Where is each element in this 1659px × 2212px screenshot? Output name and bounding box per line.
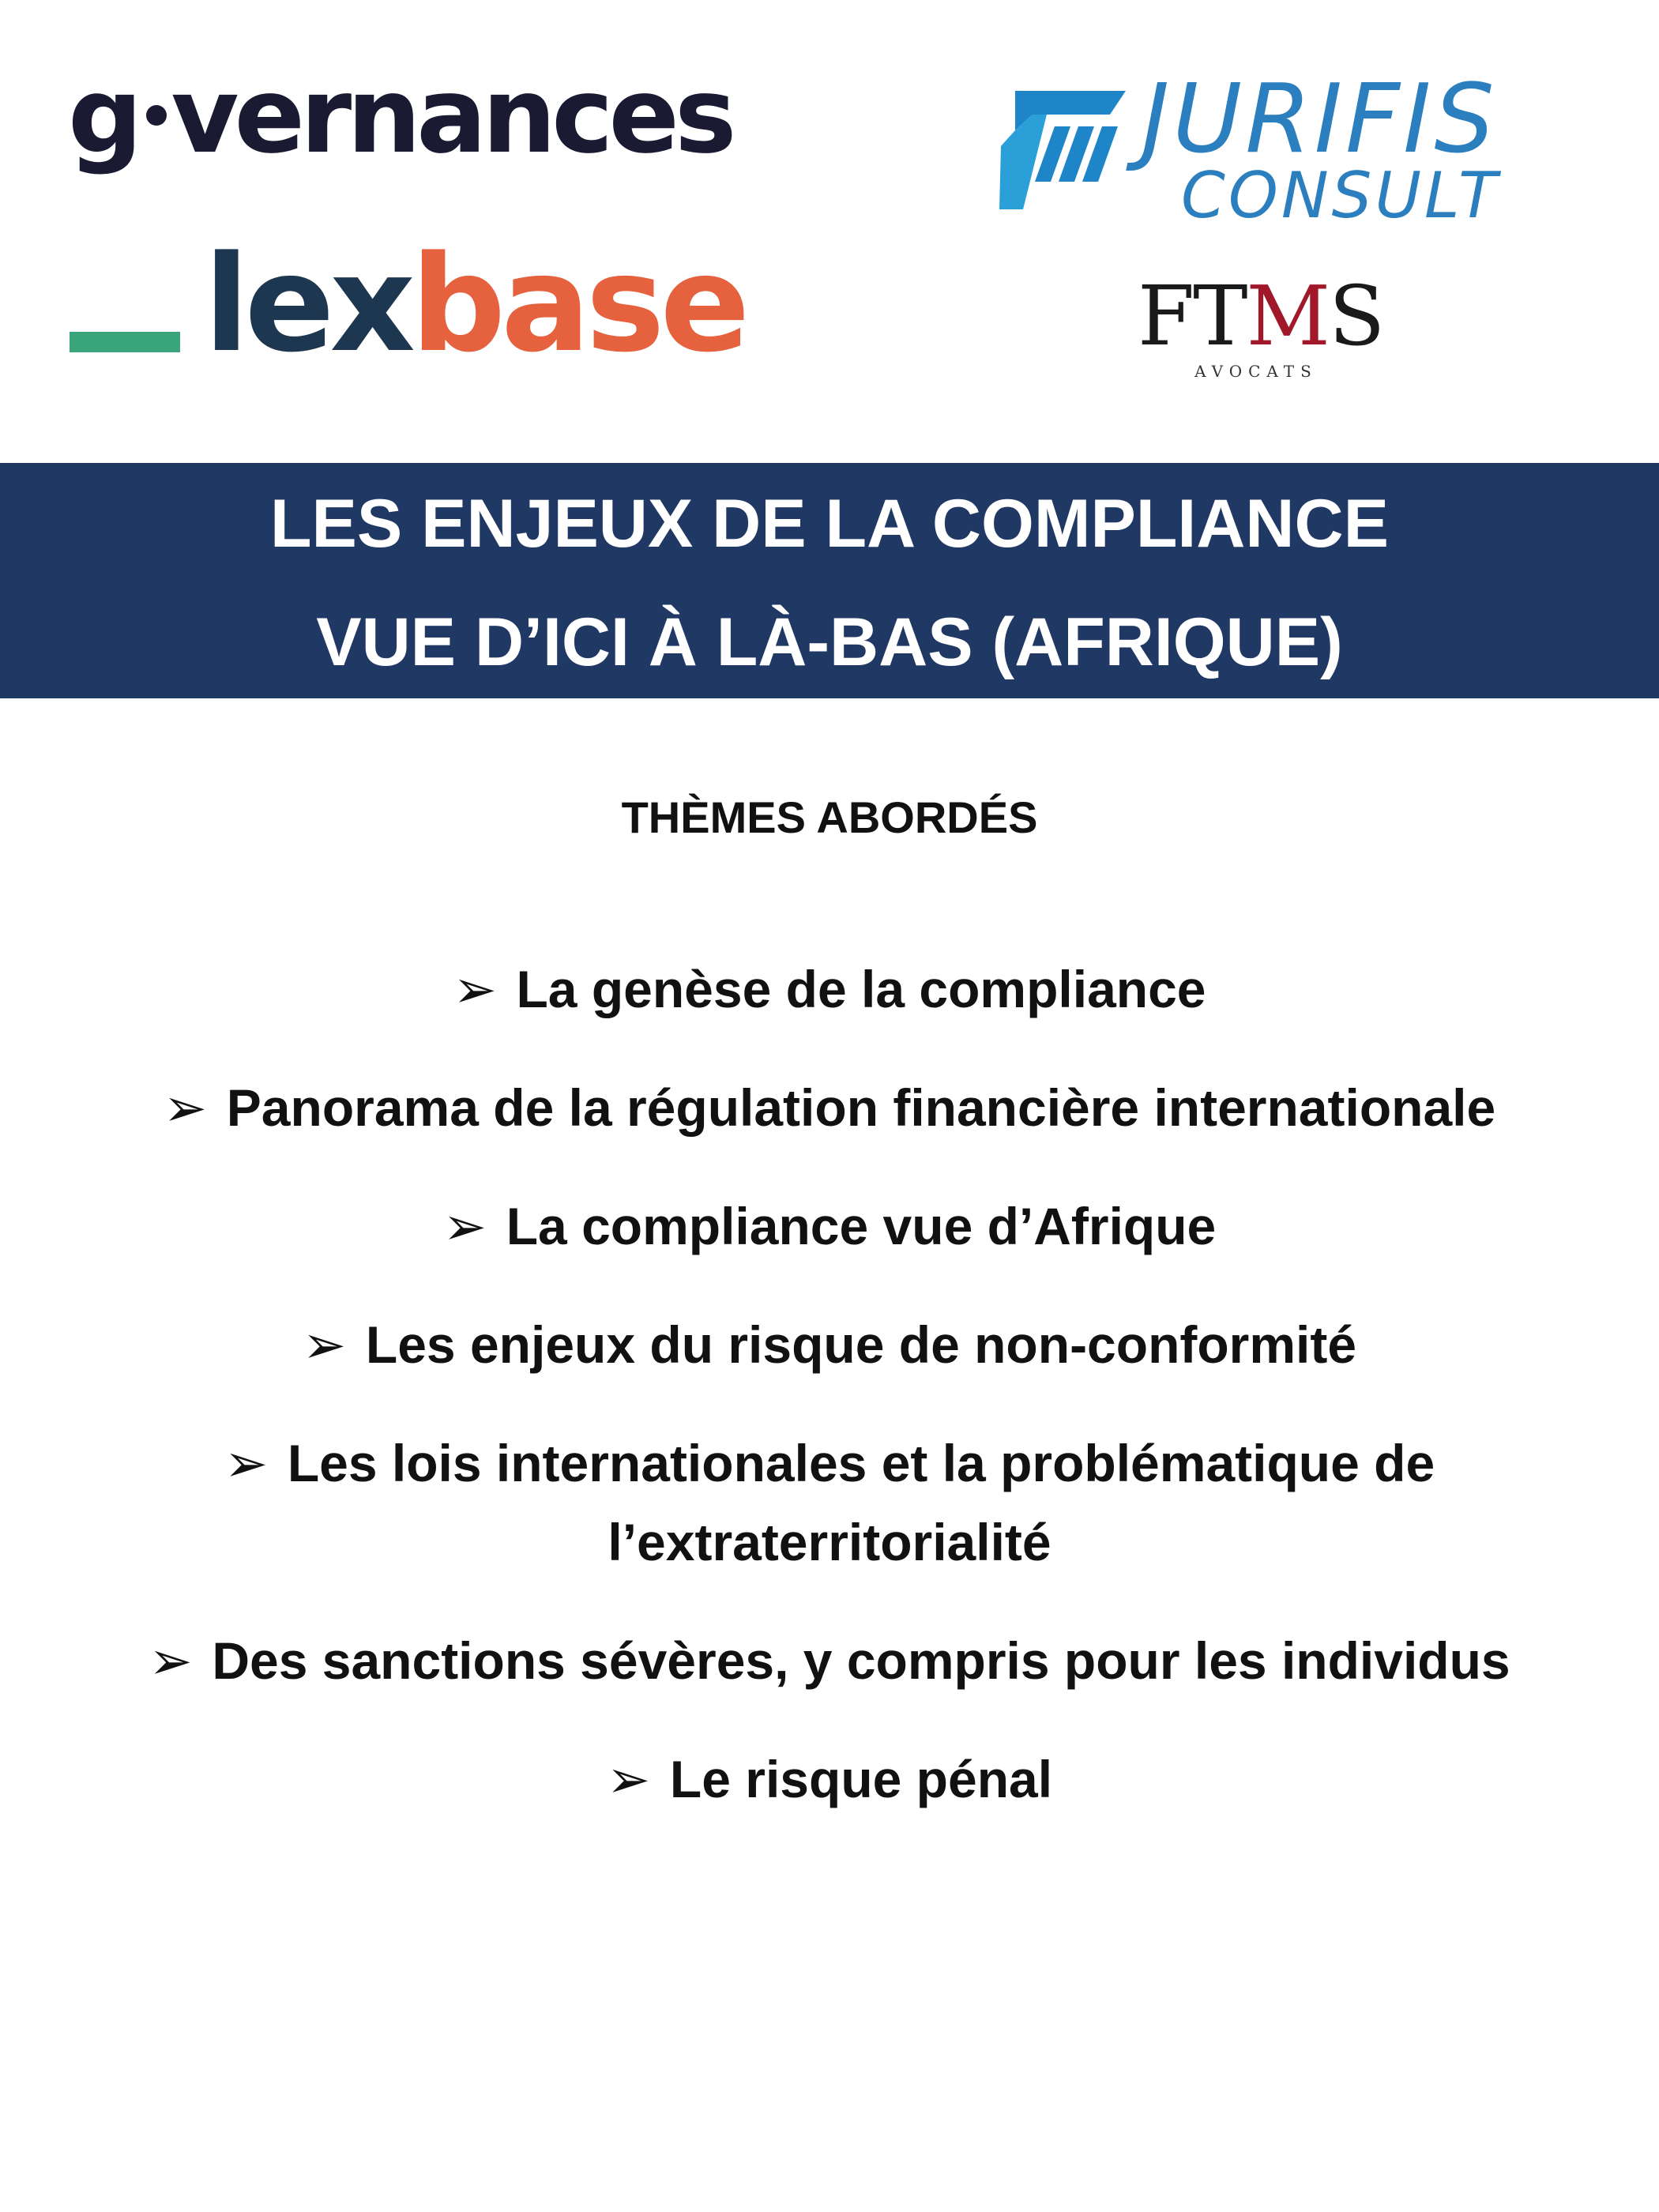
list-item-text: Le risque pénal [669,1750,1053,1808]
jurifis-logo-line2: CONSULT [1181,159,1501,232]
ftms-logo-ft: FT [1138,268,1247,364]
list-item [0,1187,1659,1266]
list-item-text: Panorama de la régulation financière internationale [226,1078,1496,1137]
ftms-avocats-logo [1138,268,1384,391]
arrow-bullet-icon: ➢ [302,1315,347,1374]
list-item [0,1424,1659,1582]
list-item-text: La compliance vue d’Afrique [506,1197,1217,1255]
arrow-bullet-icon: ➢ [453,960,497,1018]
arrow-bullet-icon: ➢ [224,1434,269,1492]
list-item-text-line2: l’extraterritorialité [608,1513,1051,1571]
list-item-text: Les enjeux du risque de non-conformité [365,1315,1357,1374]
banner-title-line2: VUE D’ICI À LÀ-BAS (AFRIQUE) [316,604,1343,680]
jurifis-logo-line1: JURIFIS [1142,65,1498,175]
jurifis-emblem-icon [991,83,1134,217]
ftms-logo-m: M [1246,268,1330,364]
governances-logo [68,49,811,183]
lexbase-logo-lex: lex [204,227,411,382]
arrow-bullet-icon: ➢ [149,1631,193,1690]
list-item [0,950,1659,1029]
arrow-bullet-icon: ➢ [442,1197,487,1255]
list-item [0,1740,1659,1819]
banner-title-line1: LES ENJEUX DE LA COMPLIANCE [270,486,1389,562]
arrow-bullet-icon: ➢ [163,1078,208,1137]
arrow-bullet-icon: ➢ [606,1750,651,1808]
title-banner [0,463,1659,698]
list-item-text: La genèse de la compliance [516,960,1206,1018]
governances-logo-g: g [68,55,138,177]
lexbase-logo [70,227,796,382]
ftms-logo-s: S [1329,268,1384,364]
list-item-text: Les lois internationales et la problématique de [287,1434,1435,1492]
list-item [0,1305,1659,1384]
jurifis-consult-logo [991,65,1513,241]
section-heading: THÈMES ABORDÉS [621,792,1038,842]
lexbase-logo-word [204,227,746,382]
list-item-text: Des sanctions sévères, y compris pour les individus [212,1631,1510,1690]
list-item [0,1621,1659,1700]
ftms-logo-subtitle: AVOCATS [1194,362,1318,381]
ftms-logo-word [1138,268,1384,364]
list-item [0,1068,1659,1147]
lexbase-logo-base: base [410,227,746,382]
governances-logo-dot [146,105,167,126]
lexbase-logo-bar [70,332,180,352]
governances-logo-rest: vernances [171,55,732,177]
